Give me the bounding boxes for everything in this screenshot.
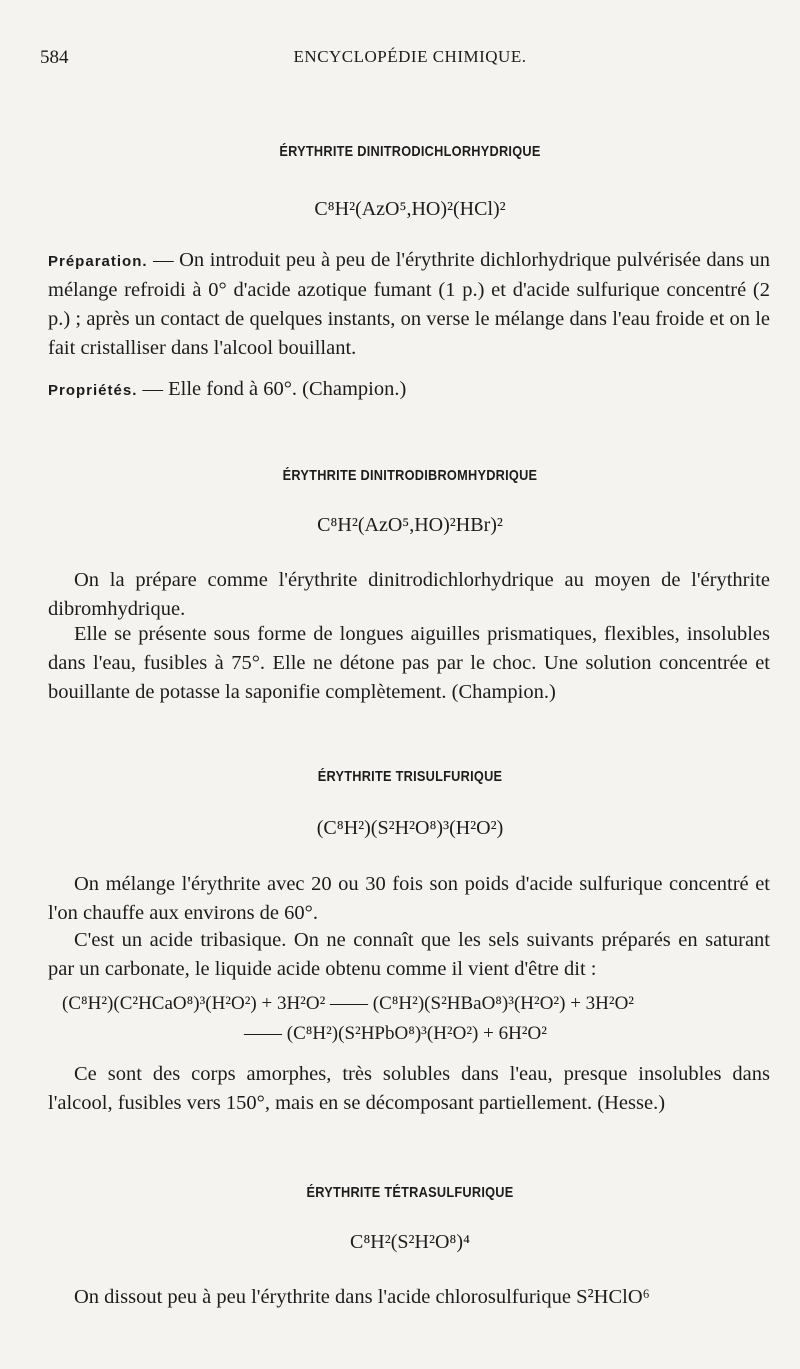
formula-tetrasulfurique: C⁸H²(S²H²O⁸)⁴ <box>349 1231 471 1253</box>
preparation-paragraph <box>48 246 770 363</box>
running-head <box>40 47 780 73</box>
section-heading-trisulfurique: ÉRYTHRITE TRISULFURIQUE <box>317 768 503 785</box>
trisulfurique-paragraph-2: C'est un acide tribasique. On ne connaît que les sels suivants préparés en saturant par un carbonate, le liquide acide obtenu comme il vient d'être dit : <box>48 929 770 980</box>
section-heading-dinitrodibromhydrique: ÉRYTHRITE DINITRODIBROMHYDRIQUE <box>282 467 538 484</box>
formula-dinitrodibromhydrique: C⁸H²(AzO⁵,HO)²HBr)² <box>317 514 503 536</box>
preparation-text: — On introduit peu à peu de l'érythrite dichlorhydrique pulvérisée dans un mélange refroidi à 0° d'acide azotique fumant (1 p.) et d'acide sulfurique concentré (2 p.) ; après un contact de quelques instants, on verse le mélange dans l'eau froide et on le fait cristalliser dans l'alcool bouillant. <box>48 249 770 359</box>
properties-label: Propriétés. <box>48 382 138 399</box>
preparation-label: Préparation. <box>48 253 148 270</box>
running-title: ENCYCLOPÉDIE CHIMIQUE. <box>293 47 527 66</box>
equation-line-2: —— (C⁸H²)(S²HPbO⁸)³(H²O²) + 6H²O² <box>244 1023 547 1044</box>
equation-line-1: (C⁸H²)(C²HCaO⁸)³(H²O²) + 3H²O² —— (C⁸H²)(S²HBaO⁸)³(H²O²) + 3H²O² <box>62 993 634 1014</box>
properties-paragraph <box>48 375 770 405</box>
properties-text: — Elle fond à 60°. (Champion.) <box>137 378 407 400</box>
dibromhydrique-paragraph-1: On la prépare comme l'érythrite dinitrodichlorhydrique au moyen de l'érythrite dibromhydrique. <box>48 569 770 620</box>
trisulfurique-paragraph-1: On mélange l'érythrite avec 20 ou 30 fois son poids d'acide sulfurique concentré et l'on chauffe aux environs de 60°. <box>48 873 770 924</box>
tetrasulfurique-paragraph-1: On dissout peu à peu l'érythrite dans l'acide chlorosulfurique S²HClO⁶ <box>74 1286 650 1308</box>
formula-dinitrodichlorhydrique: C⁸H²(AzO⁵,HO)²(HCl)² <box>314 198 506 220</box>
trisulfurique-paragraph-3: Ce sont des corps amorphes, très solubles dans l'eau, presque insolubles dans l'alcool, fusibles vers 150°, mais en se décomposant partiellement. (Hesse.) <box>48 1063 770 1114</box>
section-heading-dinitrodichlorhydrique: ÉRYTHRITE DINITRODICHLORHYDRIQUE <box>279 143 541 160</box>
formula-trisulfurique: (C⁸H²)(S²H²O⁸)³(H²O²) <box>316 817 504 839</box>
dibromhydrique-paragraph-2: Elle se présente sous forme de longues aiguilles prismatiques, flexibles, insolubles dans l'eau, fusibles à 75°. Elle ne détone pas par le choc. Une solution concentrée et bouillante de potasse la saponifie complètement. (Champion.) <box>48 623 770 703</box>
page-number: 584 <box>40 47 69 68</box>
section-heading-tetrasulfurique: ÉRYTHRITE TÉTRASULFURIQUE <box>306 1184 514 1201</box>
